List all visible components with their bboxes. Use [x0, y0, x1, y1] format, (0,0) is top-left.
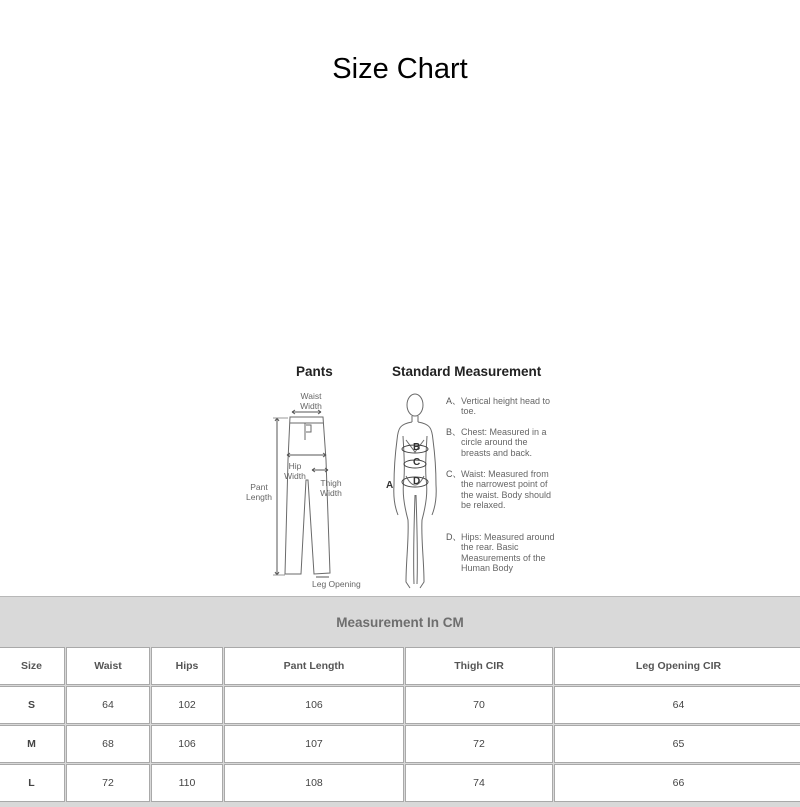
- table-row-m-size: M: [0, 725, 65, 763]
- waist-width-label: Waist Width: [300, 391, 322, 411]
- body-outline: [394, 394, 436, 588]
- measurement-diagram: [240, 360, 570, 596]
- leg-opening-label: Leg Opening: [312, 579, 361, 589]
- marker-c: C: [413, 457, 421, 468]
- definition-c: [446, 469, 557, 511]
- definition-b: [446, 427, 557, 458]
- measurement-table: [0, 596, 800, 807]
- definition-a-key: A、: [446, 396, 462, 406]
- definition-b-text: Chest: Measured in a circle around the breasts and back.: [461, 427, 547, 458]
- marker-d: D: [413, 476, 421, 487]
- table-row-l-pant-length: 108: [224, 764, 404, 802]
- header-waist: Waist: [66, 647, 150, 685]
- definition-a: [446, 396, 557, 417]
- table-row-m-waist: 68: [66, 725, 150, 763]
- table-row-s-size: S: [0, 686, 65, 724]
- definition-b-key: B、: [446, 427, 462, 437]
- table-caption: Measurement In CM: [336, 615, 464, 630]
- table-row-m-hips: 106: [151, 725, 223, 763]
- definition-d: [446, 532, 557, 574]
- table-row-s-pant-length: 106: [224, 686, 404, 724]
- pants-heading: Pants: [296, 364, 333, 379]
- pant-length-label: Pant Length: [246, 482, 272, 502]
- marker-a: A: [386, 480, 394, 491]
- table-row-l-waist: 72: [66, 764, 150, 802]
- definition-c-key: C、: [446, 469, 462, 479]
- definition-c-text: Waist: Measured from the narrowest point of the waist. Body should be relaxed.: [461, 469, 552, 511]
- table-row-m-pant-length: 107: [224, 725, 404, 763]
- header-hips: Hips: [151, 647, 223, 685]
- table-row-s-hips: 102: [151, 686, 223, 724]
- table-row-s-thigh-cir: 70: [405, 686, 553, 724]
- table-row-s-leg-opening-cir: 64: [554, 686, 800, 724]
- thigh-width-label: Thigh Width: [320, 478, 342, 498]
- standard-measurement-heading: Standard Measurement: [392, 364, 542, 379]
- table-row-m-leg-opening-cir: 65: [554, 725, 800, 763]
- table-row-m-thigh-cir: 72: [405, 725, 553, 763]
- table-row-l-hips: 110: [151, 764, 223, 802]
- marker-b: B: [413, 442, 421, 453]
- definition-d-text: Hips: Measured around the rear. Basic Measurements of the Human Body: [461, 532, 555, 574]
- header-size: Size: [0, 647, 65, 685]
- hip-width-label: Hip Width: [284, 461, 306, 481]
- definition-d-key: D、: [446, 532, 462, 542]
- header-pant-length: Pant Length: [224, 647, 404, 685]
- header-thigh-cir: Thigh CIR: [405, 647, 553, 685]
- table-row-s-waist: 64: [66, 686, 150, 724]
- table-row-l-leg-opening-cir: 66: [554, 764, 800, 802]
- header-leg-opening-cir: Leg Opening CIR: [554, 647, 800, 685]
- page-title: Size Chart: [332, 53, 468, 85]
- definition-a-text: Vertical height head to toe.: [461, 396, 551, 417]
- table-row-l-thigh-cir: 74: [405, 764, 553, 802]
- table-row-l-size: L: [0, 764, 65, 802]
